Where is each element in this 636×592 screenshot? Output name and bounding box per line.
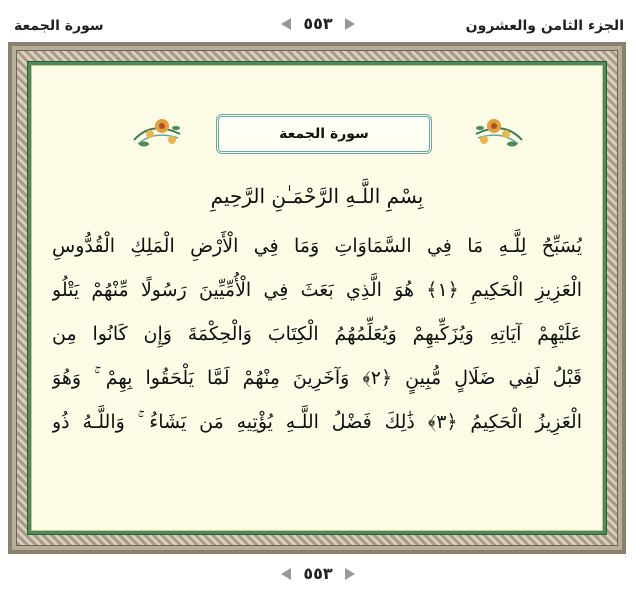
surah-title-box — [216, 114, 432, 154]
previous-page-arrow-icon[interactable] — [345, 18, 355, 30]
basmala: بِسْمِ اللَّـهِ الرَّحْمَـٰنِ الرَّحِيمِ — [210, 184, 424, 208]
bottom-pager — [0, 564, 636, 583]
verse-line: الْعَزِيزُ الْحَكِيمُ ﴿٣﴾ ذَٰلِكَ فَضْلُ اللَّـهِ يُؤْتِيهِ مَن يَشَاءُ ۚ وَاللَّـهُ ذُو — [52, 411, 582, 433]
verse-line: عَلَيْهِمْ آيَاتِهِ وَيُزَكِّيهِمْ وَيُعَلِّمُهُمُ الْكِتَابَ وَالْحِكْمَةَ وَإِن كَانُوا مِن — [52, 323, 582, 345]
page-number: ٥٥٣ — [303, 14, 333, 33]
floral-ornament-icon — [132, 110, 182, 158]
next-page-arrow-icon[interactable] — [281, 568, 291, 580]
page-number: ٥٥٣ — [303, 564, 333, 583]
frame-border-pattern — [16, 50, 618, 546]
mushaf-frame — [8, 42, 626, 554]
surah-title: سورة الجمعة — [279, 126, 369, 142]
verse-line: الْعَزِيزِ الْحَكِيمِ ﴿١﴾ هُوَ الَّذِي بَعَثَ فِي الْأُمِّيِّينَ رَسُولًا مِّنْهُمْ يَتْلُو — [52, 279, 582, 301]
surah-label: سورة الجمعة — [14, 18, 104, 34]
verse-line: قَبْلُ لَفِي ضَلَالٍ مُّبِينٍ ﴿٢﴾ وَآخَرِينَ مِنْهُمْ لَمَّا يَلْحَقُوا بِهِمْ ۚ وَهُوَ — [52, 367, 582, 389]
verse-lines — [52, 224, 582, 444]
frame-green-border — [27, 61, 607, 535]
previous-page-arrow-icon[interactable] — [345, 568, 355, 580]
juz-label: الجزء الثامن والعشرون — [465, 18, 624, 34]
floral-ornament-icon — [474, 110, 524, 158]
quran-page — [31, 65, 603, 531]
verse-line: يُسَبِّحُ لِلَّـهِ مَا فِي السَّمَاوَاتِ وَمَا فِي الْأَرْضِ الْمَلِكِ الْقُدُّوسِ — [52, 235, 582, 257]
page-header — [0, 0, 636, 40]
next-page-arrow-icon[interactable] — [281, 18, 291, 30]
